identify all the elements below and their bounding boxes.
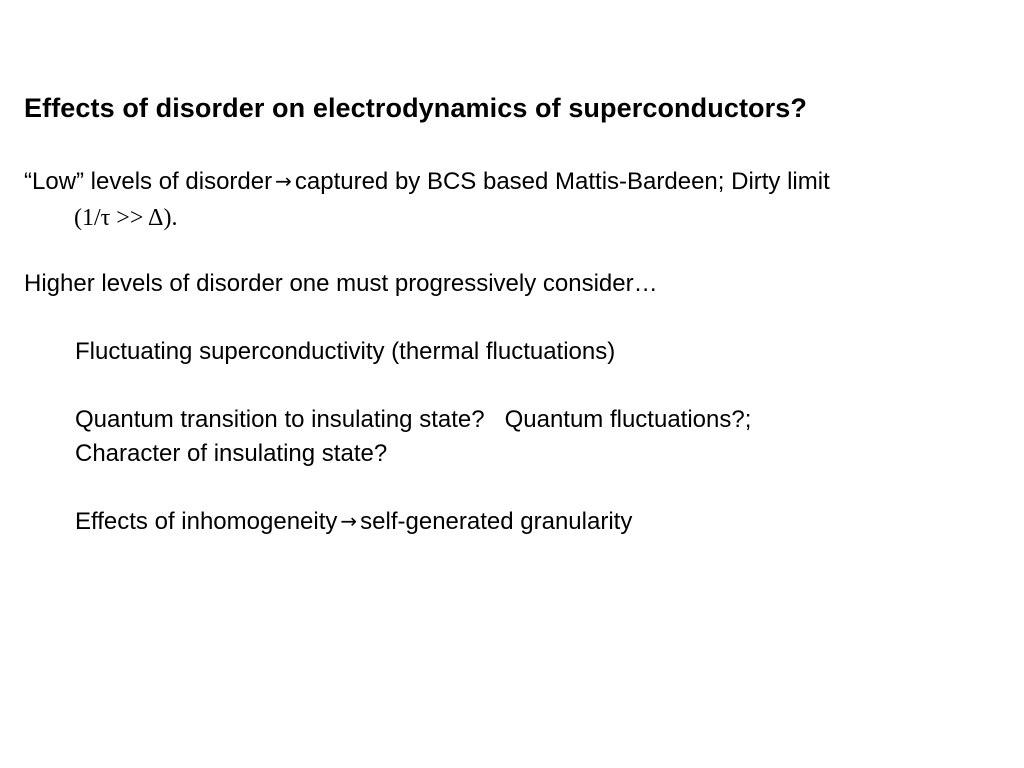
mattis-bardeen-text: captured by BCS based Mattis-Bardeen; Dirty limit bbox=[294, 168, 830, 195]
granularity-text: self-generated granularity bbox=[360, 508, 633, 535]
inhomogeneity-text: Effects of inhomogeneity bbox=[75, 508, 338, 535]
list-item-quantum-line1: Quantum transition to insulating state? Quantum fluctuations?; bbox=[75, 406, 752, 433]
higher-disorder-line: Higher levels of disorder one must progressively consider… bbox=[24, 270, 658, 297]
low-disorder-text: “Low” levels of disorder bbox=[24, 168, 273, 195]
dirty-limit-formula: (1/τ >> Δ). bbox=[74, 205, 178, 231]
list-item-inhomogeneity bbox=[75, 508, 632, 536]
list-item-fluctuating: Fluctuating superconductivity (thermal fluctuations) bbox=[75, 338, 616, 365]
slide-title: Effects of disorder on electrodynamics of superconductors? bbox=[24, 93, 807, 123]
right-arrow-icon: → bbox=[275, 169, 292, 193]
list-item-quantum-line2: Character of insulating state? bbox=[75, 440, 388, 467]
low-disorder-line bbox=[24, 168, 830, 196]
right-arrow-icon: → bbox=[340, 509, 358, 533]
